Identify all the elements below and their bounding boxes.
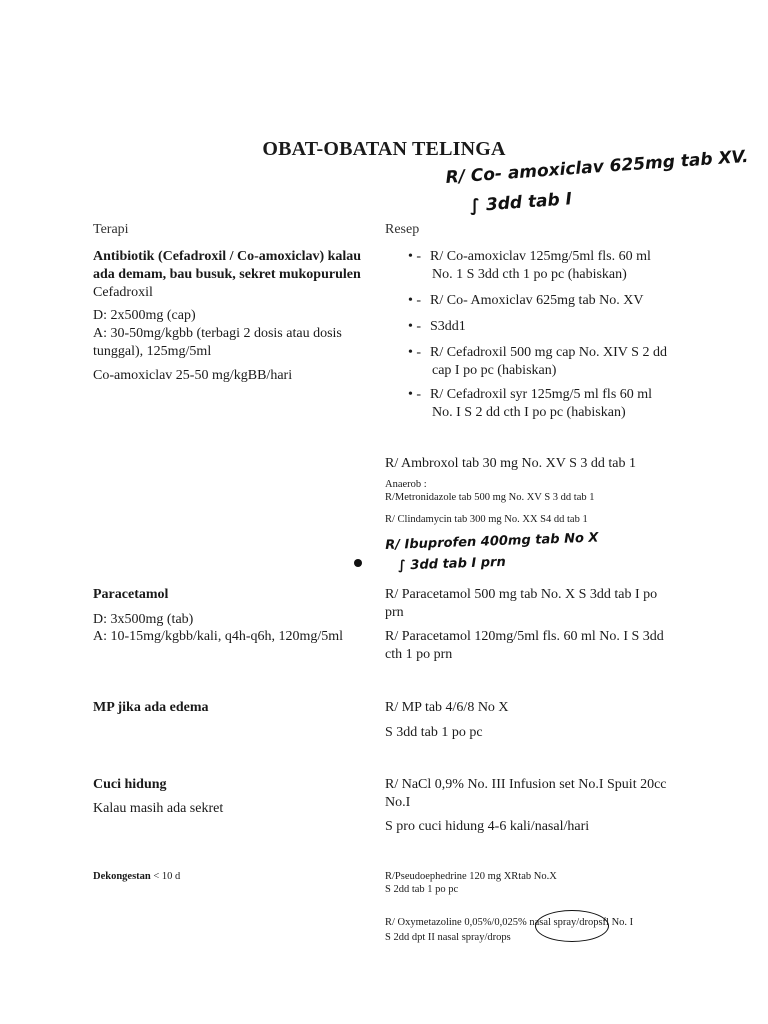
bullet-marker: • - xyxy=(408,345,422,360)
resep-line: No. I S 2 dd cth I po pc (habiskan) xyxy=(432,405,626,420)
resep-line: cap I po pc (habiskan) xyxy=(432,363,557,378)
paracetamol-resep-2-line1: R/ Paracetamol 120mg/5ml fls. 60 ml No. I S 3dd xyxy=(385,629,664,644)
paracetamol-dose-d: D: 3x500mg (tab) xyxy=(93,612,194,627)
resep-line: S3dd1 xyxy=(430,319,466,334)
handwritten-note-1-line2: ∫ 3dd tab I xyxy=(469,189,573,217)
antibiotik-dose-d: D: 2x500mg (cap) xyxy=(93,308,196,323)
metronidazole-resep: R/Metronidazole tab 500 mg No. XV S 3 dd tab 1 xyxy=(385,492,595,503)
mp-resep-2: S 3dd tab 1 po pc xyxy=(385,725,483,740)
antibiotik-heading-line1: Antibiotik (Cefadroxil / Co-amoxiclav) kalau xyxy=(93,249,362,264)
mp-resep-1: R/ MP tab 4/6/8 No X xyxy=(385,700,509,715)
dekongestan-label-rest: < 10 d xyxy=(150,871,181,882)
paracetamol-resep-2-line2: cth 1 po prn xyxy=(385,647,453,662)
paracetamol-dose-a: A: 10-15mg/kgbb/kali, q4h-q6h, 120mg/5ml xyxy=(93,629,344,644)
cefadroxil-label: Cefadroxil xyxy=(93,285,153,300)
bullet-marker: • - xyxy=(408,293,422,308)
antibiotik-heading-line2: ada demam, bau busuk, sekret mukopurulen xyxy=(93,267,361,282)
nacl-resep-line1: R/ NaCl 0,9% No. III Infusion set No.I Spuit 20cc xyxy=(385,777,667,792)
handwritten-circle-annotation xyxy=(535,910,609,942)
handwritten-note-2-line2: ∫ 3dd tab I prn xyxy=(397,554,506,574)
oxymetazoline-resep-line2: S 2dd dpt II nasal spray/drops xyxy=(385,932,511,943)
paracetamol-heading: Paracetamol xyxy=(93,587,169,602)
resep-line: R/ Cefadroxil syr 125mg/5 ml fls 60 ml xyxy=(430,387,653,402)
paracetamol-resep-1-line1: R/ Paracetamol 500 mg tab No. X S 3dd tab I po xyxy=(385,587,658,602)
handwritten-note-1-line1: R/ Co- amoxiclav 625mg tab XV. xyxy=(445,146,750,188)
cuci-hidung-resep: S pro cuci hidung 4-6 kali/nasal/hari xyxy=(385,819,590,834)
dekongestan-label xyxy=(93,870,180,883)
resep-line: R/ Co-amoxiclav 125mg/5ml fls. 60 ml xyxy=(430,249,651,264)
clindamycin-resep: R/ Clindamycin tab 300 mg No. XX S4 dd tab 1 xyxy=(385,514,588,525)
nacl-resep-line2: No.I xyxy=(385,795,411,810)
bullet-dot xyxy=(354,559,362,567)
resep-line: No. 1 S 3dd cth 1 po pc (habiskan) xyxy=(432,267,627,282)
handwritten-note-2-line1: R/ Ibuprofen 400mg tab No X xyxy=(385,530,599,553)
ambroxol-resep: R/ Ambroxol tab 30 mg No. XV S 3 dd tab 1 xyxy=(385,456,636,471)
pseudoephedrine-resep-line1: R/Pseudoephedrine 120 mg XRtab No.X xyxy=(385,871,557,882)
cuci-hidung-note: Kalau masih ada sekret xyxy=(93,801,224,816)
antibiotik-dose-a2: tunggal), 125mg/5ml xyxy=(93,344,212,359)
paracetamol-resep-1-line2: prn xyxy=(385,605,404,620)
antibiotik-dose-a1: A: 30-50mg/kgbb (terbagi 2 dosis atau dosis xyxy=(93,326,342,341)
bullet-marker: • - xyxy=(408,387,422,402)
bullet-marker: • - xyxy=(408,249,422,264)
terapi-header: Terapi xyxy=(93,222,129,237)
dekongestan-label-bold: Dekongestan xyxy=(93,871,151,882)
oxymetazoline-resep-line1: R/ Oxymetazoline 0,05%/0,025% nasal spray/dropsfl No. I xyxy=(385,917,634,928)
resep-line: R/ Cefadroxil 500 mg cap No. XIV S 2 dd xyxy=(430,345,667,360)
handwritten-note-2 xyxy=(385,531,599,574)
bullet-marker: • - xyxy=(408,319,422,334)
resep-header: Resep xyxy=(385,222,420,237)
mp-heading: MP jika ada edema xyxy=(93,700,209,715)
coamoxiclav-dose: Co-amoxiclav 25-50 mg/kgBB/hari xyxy=(93,368,293,383)
pseudoephedrine-resep-line2: S 2dd tab 1 po pc xyxy=(385,884,459,895)
resep-line: R/ Co- Amoxiclav 625mg tab No. XV xyxy=(430,293,644,308)
page-title: OBAT-OBATAN TELINGA xyxy=(262,138,506,160)
cuci-hidung-heading: Cuci hidung xyxy=(93,777,167,792)
anaerob-label: Anaerob : xyxy=(385,479,427,490)
